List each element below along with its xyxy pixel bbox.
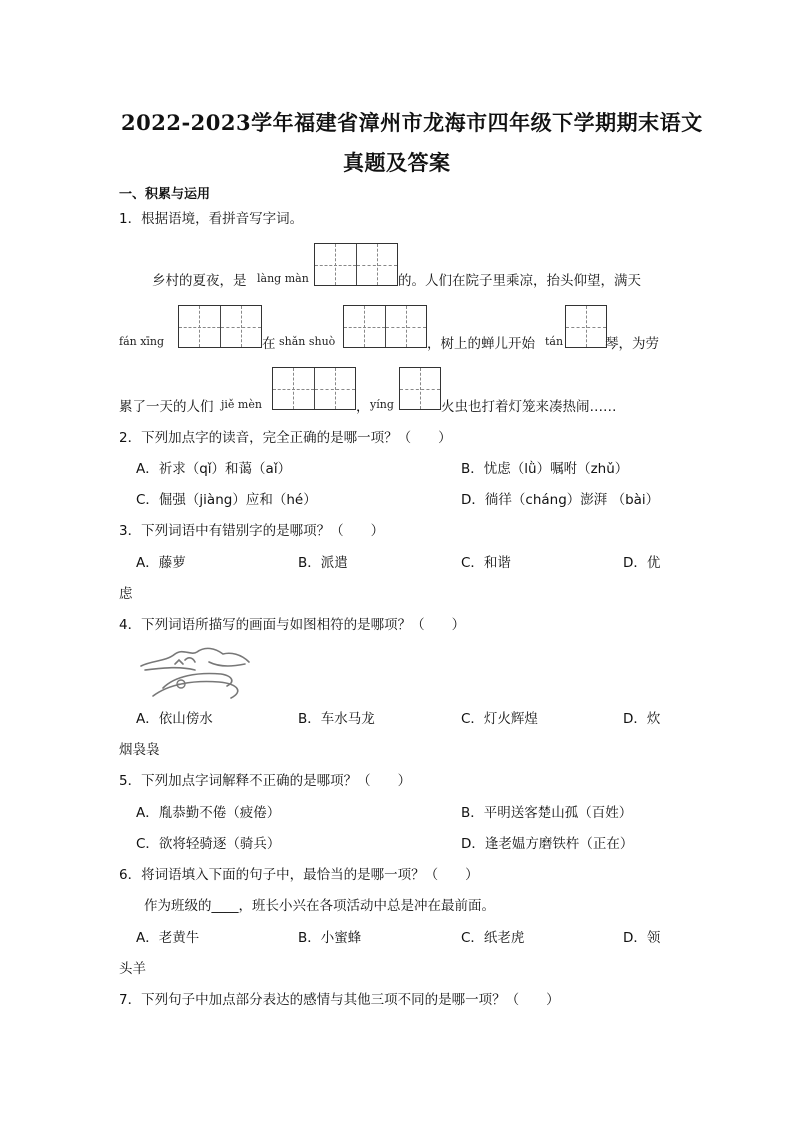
q5-option-b[interactable]: B．平明送客楚山孤（百姓）: [461, 805, 633, 821]
q3-option-a[interactable]: A．藤萝: [136, 555, 186, 571]
page-title-line2: 真题及答案: [343, 150, 451, 175]
q1-line2-text-a: 在: [262, 336, 276, 352]
question-5-stem: 5．下列加点字词解释不正确的是哪项？（ ）: [119, 773, 412, 789]
q1-answer-box-3[interactable]: [343, 305, 427, 348]
q1-answer-box-1[interactable]: [314, 243, 398, 286]
q1-line2-text-c: 琴，为劳: [605, 336, 659, 352]
q4-option-c[interactable]: C．灯火辉煌: [461, 711, 538, 727]
q1-line3-text-c: 火虫也打着灯笼来凑热闹……: [441, 399, 617, 415]
q2-option-d[interactable]: D．徜徉（cháng）澎湃 （bài）: [461, 492, 660, 508]
q3-option-d-wrap: 虑: [119, 586, 133, 602]
q1-pinyin-1: làng màn: [257, 272, 309, 285]
q1-pinyin-3: shǎn shuò: [279, 335, 336, 348]
page-title-line1: 2022-2023学年福建省漳州市龙海市四年级下学期期末语文: [121, 110, 703, 135]
q6-option-a[interactable]: A．老黄牛: [136, 930, 200, 946]
q4-option-b[interactable]: B．车水马龙: [298, 711, 375, 727]
q5-option-a[interactable]: A．胤恭勤不倦（疲倦）: [136, 805, 281, 821]
section-heading: 一、积累与运用: [119, 187, 211, 202]
question-4-stem: 4．下列词语所描写的画面与如图相符的是哪项？（ ）: [119, 617, 466, 633]
question-7-stem: 7．下列句子中加点部分表达的感情与其他三项不同的是哪一项？（ ）: [119, 992, 560, 1008]
question-6-stem: 6．将词语填入下面的句子中，最恰当的是哪一项？（ ）: [119, 867, 479, 883]
q3-option-d[interactable]: D．优: [623, 555, 661, 571]
q1-answer-box-4[interactable]: [565, 305, 607, 348]
question-3-stem: 3．下列词语中有错别字的是哪项？（ ）: [119, 523, 385, 539]
q4-option-a[interactable]: A．依山傍水: [136, 711, 213, 727]
question-2-stem: 2．下列加点字的读音，完全正确的是哪一项？（ ）: [119, 430, 452, 446]
q1-line3-text-a: 累了一天的人们: [119, 399, 214, 415]
q1-answer-box-6[interactable]: [399, 367, 441, 410]
q6-option-d-wrap: 头羊: [119, 961, 146, 977]
q6-option-d[interactable]: D．领: [623, 930, 661, 946]
q1-pinyin-2: fán xīng: [119, 335, 165, 348]
question-1-stem: 1．根据语境，看拼音写字词。: [119, 211, 304, 227]
landscape-sketch-image: [135, 640, 255, 702]
q2-option-c[interactable]: C．倔强（jiàng）应和（hé）: [136, 492, 317, 508]
q1-line1-text-b: 的。人们在院子里乘凉，抬头仰望，满天: [398, 273, 641, 289]
q1-pinyin-6: yíng: [370, 398, 394, 411]
q1-pinyin-5: jiě mèn: [221, 398, 262, 411]
q4-option-d[interactable]: D．炊: [623, 711, 661, 727]
q4-option-d-wrap: 烟袅袅: [119, 742, 160, 758]
q2-option-b[interactable]: B．忧虑（lǜ）嘱咐（zhǔ）: [461, 461, 629, 477]
q5-option-d[interactable]: D．逢老媪方磨铁杵（正在）: [461, 836, 634, 852]
q5-option-c[interactable]: C．欲将轻骑逐（骑兵）: [136, 836, 281, 852]
q6-option-c[interactable]: C．纸老虎: [461, 930, 525, 946]
q1-line3-text-b: ，: [356, 399, 370, 415]
q1-answer-box-5[interactable]: [272, 367, 356, 410]
q3-option-b[interactable]: B．派遣: [298, 555, 348, 571]
q6-option-b[interactable]: B．小蜜蜂: [298, 930, 362, 946]
q6-sentence: 作为班级的____，班长小兴在各项活动中总是冲在最前面。: [144, 898, 495, 914]
q1-line2-text-b: ，树上的蝉儿开始: [427, 336, 535, 352]
q2-option-a[interactable]: A．祈求（qǐ）和蔼（aǐ）: [136, 461, 292, 477]
q1-pinyin-4: tán: [545, 335, 564, 348]
q3-option-c[interactable]: C．和谐: [461, 555, 511, 571]
q1-line1-text-a: 乡村的夏夜，是: [152, 273, 247, 289]
q1-answer-box-2[interactable]: [178, 305, 262, 348]
